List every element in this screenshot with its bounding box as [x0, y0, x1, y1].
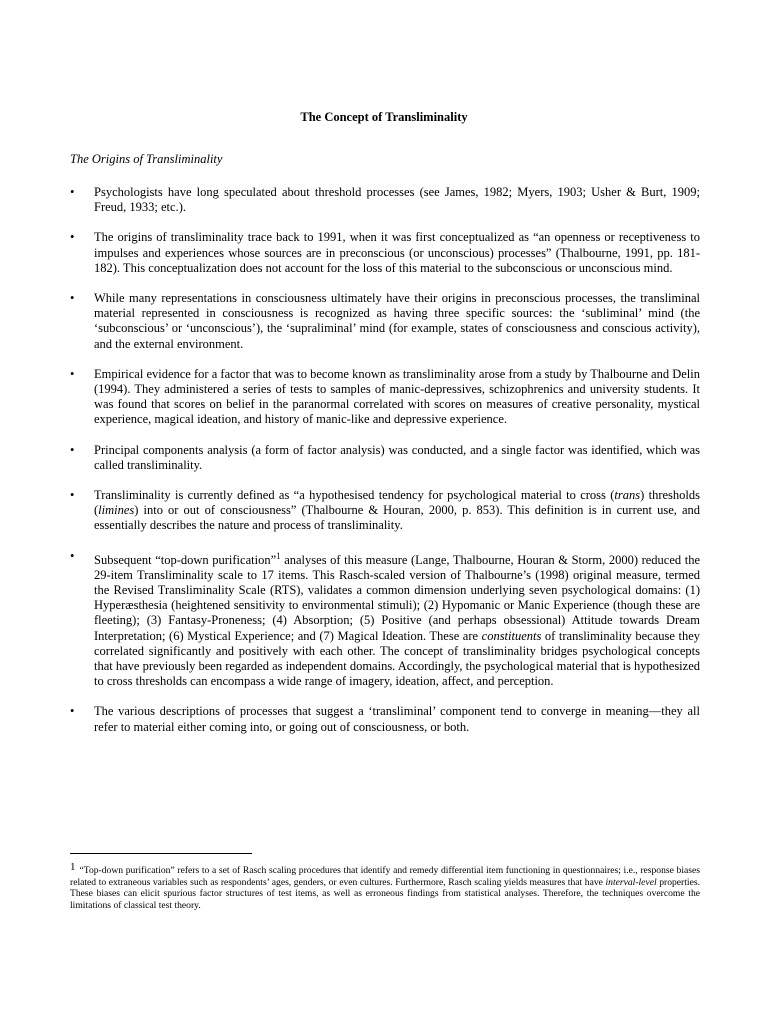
bullet-icon: •: [70, 185, 75, 199]
text-run: ) into or out of consciousness” (Thalbourne & Houran, 2000, p. 853). This definition is in current use, and essentially describes the nature and process of transliminality.: [94, 503, 700, 533]
list-item: [70, 367, 700, 428]
bullet-text: [94, 488, 700, 532]
section-heading: The Origins of Transliminality: [70, 152, 223, 166]
list-item: [70, 549, 700, 690]
bullet-text: Principal components analysis (a form of factor analysis) was conducted, and a single factor was identified, which was called transliminality.: [94, 442, 700, 472]
italic-term: limines: [98, 503, 135, 518]
bullet-icon: •: [70, 442, 75, 457]
bullet-icon: •: [70, 704, 75, 719]
footnote: [70, 862, 700, 911]
list-item: [70, 443, 700, 473]
bullet-text: [94, 550, 700, 689]
italic-term: constituents: [481, 628, 542, 643]
bullet-list: [70, 185, 700, 750]
text-run: Transliminality is currently defined as “a hypothesised tendency for psychological material to cross (: [94, 488, 615, 503]
text-run: “Top-down purification” refers to a set of Rasch scaling procedures that identify and remedy differential item functioning in questionnaires; i.e., response biases related to extraneous variables such as respondents’ ages, genders, or even cultures. Furthermore, Rasch scaling yields measures that have: [70, 865, 700, 888]
text-run: analyses of this measure (Lange, Thalbourne, Houran & Storm, 2000) reduced the 29-item Transliminality scale to 17 items. This Rasch-scaled version of Thalbourne’s (1998) original measure, termed the Revised Transliminality Scale (RTS), validates a common dimension underlying seven psychological domains: (1) Hyperæsthesia (heightened sensitivity to environmental stimuli); (2) Hypomanic or Manic Experience (though these are fleeting); (3) Fantasy-Proneness; (4) Absorption; (5) Positive (and perhaps obsessional) Attitude towards Dream Interpretation; (6) Mystical Experience; and (7) Magical Ideation. These are: [94, 552, 700, 643]
bullet-text: Empirical evidence for a factor that was to become known as transliminality arose from a study by Thalbourne and Delin (1994). They administered a series of tests to samples of manic-depressives, schizophrenics and university students. It was found that scores on belief in the paranormal correlated with scores on measures of creative personality, mystical experience, magical ideation, and history of manic-like and depressive experience.: [94, 366, 700, 427]
text-run: properties. These biases can elicit spurious factor structures of test items, as well as erroneous findings from statistical analyses. Therefore, the techniques overcome the limitations of classical test theory.: [70, 876, 700, 911]
bullet-text: The origins of transliminality trace back to 1991, when it was first conceptualized as “an openness or receptiveness to impulses and experiences whose sources are in preconscious (or unconscious) processes” (Thalbourne, 1991, pp. 181-182). This conceptualization does not account for the loss of this material to the subconscious or unconscious mind.: [94, 230, 700, 275]
footnote-reference[interactable]: 1: [276, 550, 281, 561]
text-run: of transliminality because they correlated significantly and positively with each other. The concept of transliminality bridges psychological concepts that have previously been regarded as independent domains. Accordingly, the psychological material that is hypothesized to cross thresholds can encompass a wide range of imagery, ideation, affect, and perception.: [94, 628, 700, 689]
italic-term: interval-level: [605, 876, 657, 888]
list-item: [70, 488, 700, 534]
bullet-text: The various descriptions of processes that suggest a ‘transliminal’ component tend to converge in meaning—they all refer to material either coming into, or going out of consciousness, or both.: [94, 704, 700, 734]
list-item: [70, 230, 700, 276]
bullet-icon: •: [70, 230, 75, 245]
text-run: ) thresholds (: [94, 488, 700, 518]
italic-term: trans: [614, 488, 641, 503]
list-item: [70, 704, 700, 734]
text-run: Subsequent “top-down purification”: [94, 552, 277, 567]
list-item: [70, 291, 700, 352]
footnote-divider: [70, 853, 252, 854]
bullet-text: Psychologists have long speculated about threshold processes (see James, 1982; Myers, 1903; Usher & Burt, 1909; Freud, 1933; etc.).: [94, 185, 700, 215]
footnote-marker: 1: [70, 861, 76, 873]
bullet-icon: •: [70, 291, 75, 306]
bullet-icon: •: [70, 488, 75, 503]
bullet-text: While many representations in consciousness ultimately have their origins in preconscious processes, the transliminal material represented in consciousness is recognized as having three specific sources: the ‘subliminal’ mind (the ‘subconscious’ or ‘unconscious’), the ‘supraliminal’ mind (for example, states of consciousness and conscious activity), and the external environment.: [94, 291, 700, 351]
document-title: The Concept of Transliminality: [300, 110, 468, 124]
bullet-icon: •: [70, 366, 75, 381]
list-item: [70, 185, 700, 215]
bullet-icon: •: [70, 548, 75, 563]
